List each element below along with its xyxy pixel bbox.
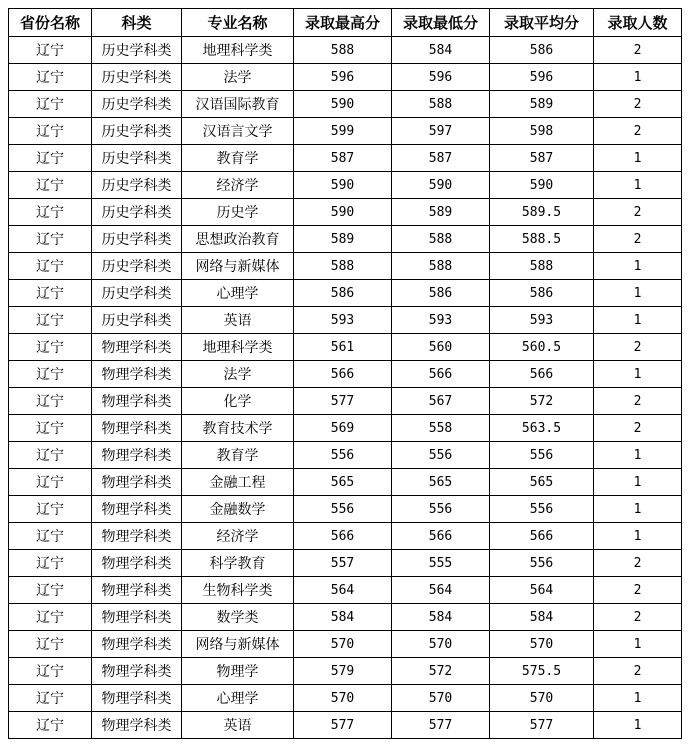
table-row	[9, 280, 682, 307]
avg-score-cell: 588	[490, 253, 594, 280]
major-cell: 汉语言文学	[182, 118, 294, 145]
table-row	[9, 226, 682, 253]
avg-score-cell: 560.5	[490, 334, 594, 361]
max-score-cell: 590	[294, 199, 392, 226]
header-category: 科类	[92, 9, 182, 37]
province-cell: 辽宁	[9, 334, 92, 361]
category-cell: 历史学科类	[92, 172, 182, 199]
major-cell: 历史学	[182, 199, 294, 226]
province-cell: 辽宁	[9, 577, 92, 604]
min-score-cell: 588	[392, 226, 490, 253]
header-province: 省份名称	[9, 9, 92, 37]
admitted-count-cell: 1	[594, 253, 682, 280]
category-cell: 物理学科类	[92, 361, 182, 388]
min-score-cell: 558	[392, 415, 490, 442]
table-row	[9, 64, 682, 91]
max-score-cell: 566	[294, 361, 392, 388]
min-score-cell: 555	[392, 550, 490, 577]
header-max-score: 录取最高分	[294, 9, 392, 37]
major-cell: 地理科学类	[182, 334, 294, 361]
min-score-cell: 566	[392, 523, 490, 550]
major-cell: 化学	[182, 388, 294, 415]
admitted-count-cell: 1	[594, 64, 682, 91]
avg-score-cell: 586	[490, 37, 594, 64]
min-score-cell: 556	[392, 496, 490, 523]
category-cell: 物理学科类	[92, 577, 182, 604]
max-score-cell: 570	[294, 685, 392, 712]
category-cell: 历史学科类	[92, 253, 182, 280]
avg-score-cell: 593	[490, 307, 594, 334]
table-row	[9, 415, 682, 442]
max-score-cell: 593	[294, 307, 392, 334]
max-score-cell: 596	[294, 64, 392, 91]
max-score-cell: 570	[294, 631, 392, 658]
admitted-count-cell: 2	[594, 415, 682, 442]
avg-score-cell: 570	[490, 631, 594, 658]
major-cell: 数学类	[182, 604, 294, 631]
header-admitted-count: 录取人数	[594, 9, 682, 37]
major-cell: 金融数学	[182, 496, 294, 523]
table-row	[9, 523, 682, 550]
avg-score-cell: 564	[490, 577, 594, 604]
province-cell: 辽宁	[9, 712, 92, 739]
category-cell: 物理学科类	[92, 550, 182, 577]
category-cell: 物理学科类	[92, 604, 182, 631]
major-cell: 法学	[182, 64, 294, 91]
admitted-count-cell: 1	[594, 145, 682, 172]
min-score-cell: 565	[392, 469, 490, 496]
table-row	[9, 361, 682, 388]
major-cell: 地理科学类	[182, 37, 294, 64]
table-row	[9, 253, 682, 280]
min-score-cell: 586	[392, 280, 490, 307]
max-score-cell: 577	[294, 388, 392, 415]
max-score-cell: 589	[294, 226, 392, 253]
category-cell: 物理学科类	[92, 712, 182, 739]
admitted-count-cell: 2	[594, 118, 682, 145]
max-score-cell: 564	[294, 577, 392, 604]
header-major: 专业名称	[182, 9, 294, 37]
province-cell: 辽宁	[9, 415, 92, 442]
admitted-count-cell: 1	[594, 496, 682, 523]
max-score-cell: 557	[294, 550, 392, 577]
min-score-cell: 560	[392, 334, 490, 361]
major-cell: 金融工程	[182, 469, 294, 496]
province-cell: 辽宁	[9, 37, 92, 64]
admitted-count-cell: 1	[594, 307, 682, 334]
avg-score-cell: 587	[490, 145, 594, 172]
admitted-count-cell: 2	[594, 577, 682, 604]
header-min-score: 录取最低分	[392, 9, 490, 37]
admitted-count-cell: 1	[594, 442, 682, 469]
min-score-cell: 584	[392, 604, 490, 631]
admitted-count-cell: 1	[594, 631, 682, 658]
category-cell: 历史学科类	[92, 145, 182, 172]
admitted-count-cell: 1	[594, 469, 682, 496]
table-row	[9, 550, 682, 577]
province-cell: 辽宁	[9, 226, 92, 253]
province-cell: 辽宁	[9, 388, 92, 415]
max-score-cell: 588	[294, 37, 392, 64]
category-cell: 历史学科类	[92, 280, 182, 307]
admitted-count-cell: 2	[594, 388, 682, 415]
table-header-row	[9, 9, 682, 37]
avg-score-cell: 596	[490, 64, 594, 91]
table-row	[9, 145, 682, 172]
admitted-count-cell: 2	[594, 199, 682, 226]
admitted-count-cell: 1	[594, 280, 682, 307]
avg-score-cell: 577	[490, 712, 594, 739]
max-score-cell: 565	[294, 469, 392, 496]
min-score-cell: 590	[392, 172, 490, 199]
major-cell: 汉语国际教育	[182, 91, 294, 118]
avg-score-cell: 588.5	[490, 226, 594, 253]
category-cell: 历史学科类	[92, 91, 182, 118]
major-cell: 生物科学类	[182, 577, 294, 604]
province-cell: 辽宁	[9, 361, 92, 388]
table-row	[9, 469, 682, 496]
admitted-count-cell: 1	[594, 523, 682, 550]
avg-score-cell: 565	[490, 469, 594, 496]
min-score-cell: 570	[392, 685, 490, 712]
province-cell: 辽宁	[9, 91, 92, 118]
major-cell: 网络与新媒体	[182, 631, 294, 658]
admitted-count-cell: 1	[594, 361, 682, 388]
admitted-count-cell: 1	[594, 685, 682, 712]
category-cell: 历史学科类	[92, 199, 182, 226]
category-cell: 物理学科类	[92, 415, 182, 442]
province-cell: 辽宁	[9, 658, 92, 685]
table-row	[9, 442, 682, 469]
admitted-count-cell: 2	[594, 550, 682, 577]
table-row	[9, 604, 682, 631]
province-cell: 辽宁	[9, 64, 92, 91]
max-score-cell: 556	[294, 496, 392, 523]
category-cell: 物理学科类	[92, 658, 182, 685]
max-score-cell: 584	[294, 604, 392, 631]
min-score-cell: 556	[392, 442, 490, 469]
table-row	[9, 712, 682, 739]
table-row	[9, 388, 682, 415]
admitted-count-cell: 1	[594, 712, 682, 739]
province-cell: 辽宁	[9, 604, 92, 631]
admitted-count-cell: 2	[594, 604, 682, 631]
category-cell: 物理学科类	[92, 496, 182, 523]
category-cell: 物理学科类	[92, 469, 182, 496]
major-cell: 教育学	[182, 442, 294, 469]
avg-score-cell: 566	[490, 361, 594, 388]
avg-score-cell: 556	[490, 550, 594, 577]
province-cell: 辽宁	[9, 199, 92, 226]
table-row	[9, 199, 682, 226]
major-cell: 心理学	[182, 685, 294, 712]
table-row	[9, 496, 682, 523]
category-cell: 物理学科类	[92, 685, 182, 712]
province-cell: 辽宁	[9, 307, 92, 334]
max-score-cell: 587	[294, 145, 392, 172]
avg-score-cell: 575.5	[490, 658, 594, 685]
major-cell: 网络与新媒体	[182, 253, 294, 280]
avg-score-cell: 589	[490, 91, 594, 118]
max-score-cell: 599	[294, 118, 392, 145]
max-score-cell: 566	[294, 523, 392, 550]
table-row	[9, 307, 682, 334]
min-score-cell: 596	[392, 64, 490, 91]
max-score-cell: 588	[294, 253, 392, 280]
max-score-cell: 579	[294, 658, 392, 685]
province-cell: 辽宁	[9, 523, 92, 550]
max-score-cell: 586	[294, 280, 392, 307]
table-row	[9, 172, 682, 199]
major-cell: 科学教育	[182, 550, 294, 577]
major-cell: 英语	[182, 307, 294, 334]
major-cell: 教育学	[182, 145, 294, 172]
min-score-cell: 570	[392, 631, 490, 658]
category-cell: 物理学科类	[92, 388, 182, 415]
min-score-cell: 567	[392, 388, 490, 415]
province-cell: 辽宁	[9, 631, 92, 658]
admitted-count-cell: 2	[594, 91, 682, 118]
category-cell: 物理学科类	[92, 631, 182, 658]
avg-score-cell: 570	[490, 685, 594, 712]
major-cell: 法学	[182, 361, 294, 388]
admitted-count-cell: 2	[594, 334, 682, 361]
min-score-cell: 588	[392, 253, 490, 280]
major-cell: 经济学	[182, 172, 294, 199]
min-score-cell: 593	[392, 307, 490, 334]
max-score-cell: 590	[294, 172, 392, 199]
admitted-count-cell: 2	[594, 37, 682, 64]
avg-score-cell: 556	[490, 442, 594, 469]
min-score-cell: 589	[392, 199, 490, 226]
category-cell: 历史学科类	[92, 307, 182, 334]
province-cell: 辽宁	[9, 469, 92, 496]
max-score-cell: 590	[294, 91, 392, 118]
major-cell: 教育技术学	[182, 415, 294, 442]
table-row	[9, 631, 682, 658]
avg-score-cell: 584	[490, 604, 594, 631]
min-score-cell: 588	[392, 91, 490, 118]
min-score-cell: 587	[392, 145, 490, 172]
header-avg-score: 录取平均分	[490, 9, 594, 37]
province-cell: 辽宁	[9, 685, 92, 712]
table-row	[9, 91, 682, 118]
avg-score-cell: 589.5	[490, 199, 594, 226]
category-cell: 历史学科类	[92, 226, 182, 253]
admission-scores-table-container	[8, 8, 682, 739]
major-cell: 物理学	[182, 658, 294, 685]
province-cell: 辽宁	[9, 496, 92, 523]
max-score-cell: 577	[294, 712, 392, 739]
avg-score-cell: 563.5	[490, 415, 594, 442]
province-cell: 辽宁	[9, 442, 92, 469]
table-row	[9, 37, 682, 64]
province-cell: 辽宁	[9, 253, 92, 280]
min-score-cell: 584	[392, 37, 490, 64]
category-cell: 历史学科类	[92, 64, 182, 91]
province-cell: 辽宁	[9, 145, 92, 172]
min-score-cell: 566	[392, 361, 490, 388]
admitted-count-cell: 2	[594, 658, 682, 685]
min-score-cell: 577	[392, 712, 490, 739]
table-body	[9, 37, 682, 739]
major-cell: 心理学	[182, 280, 294, 307]
min-score-cell: 572	[392, 658, 490, 685]
category-cell: 物理学科类	[92, 442, 182, 469]
table-row	[9, 334, 682, 361]
table-row	[9, 685, 682, 712]
admission-scores-table	[8, 8, 682, 739]
avg-score-cell: 598	[490, 118, 594, 145]
table-row	[9, 118, 682, 145]
admitted-count-cell: 2	[594, 226, 682, 253]
avg-score-cell: 590	[490, 172, 594, 199]
avg-score-cell: 586	[490, 280, 594, 307]
max-score-cell: 561	[294, 334, 392, 361]
category-cell: 历史学科类	[92, 37, 182, 64]
table-row	[9, 658, 682, 685]
min-score-cell: 564	[392, 577, 490, 604]
table-row	[9, 577, 682, 604]
province-cell: 辽宁	[9, 280, 92, 307]
avg-score-cell: 556	[490, 496, 594, 523]
province-cell: 辽宁	[9, 550, 92, 577]
category-cell: 历史学科类	[92, 118, 182, 145]
major-cell: 经济学	[182, 523, 294, 550]
category-cell: 物理学科类	[92, 523, 182, 550]
avg-score-cell: 572	[490, 388, 594, 415]
province-cell: 辽宁	[9, 118, 92, 145]
admitted-count-cell: 1	[594, 172, 682, 199]
province-cell: 辽宁	[9, 172, 92, 199]
max-score-cell: 556	[294, 442, 392, 469]
min-score-cell: 597	[392, 118, 490, 145]
category-cell: 物理学科类	[92, 334, 182, 361]
major-cell: 思想政治教育	[182, 226, 294, 253]
major-cell: 英语	[182, 712, 294, 739]
max-score-cell: 569	[294, 415, 392, 442]
avg-score-cell: 566	[490, 523, 594, 550]
